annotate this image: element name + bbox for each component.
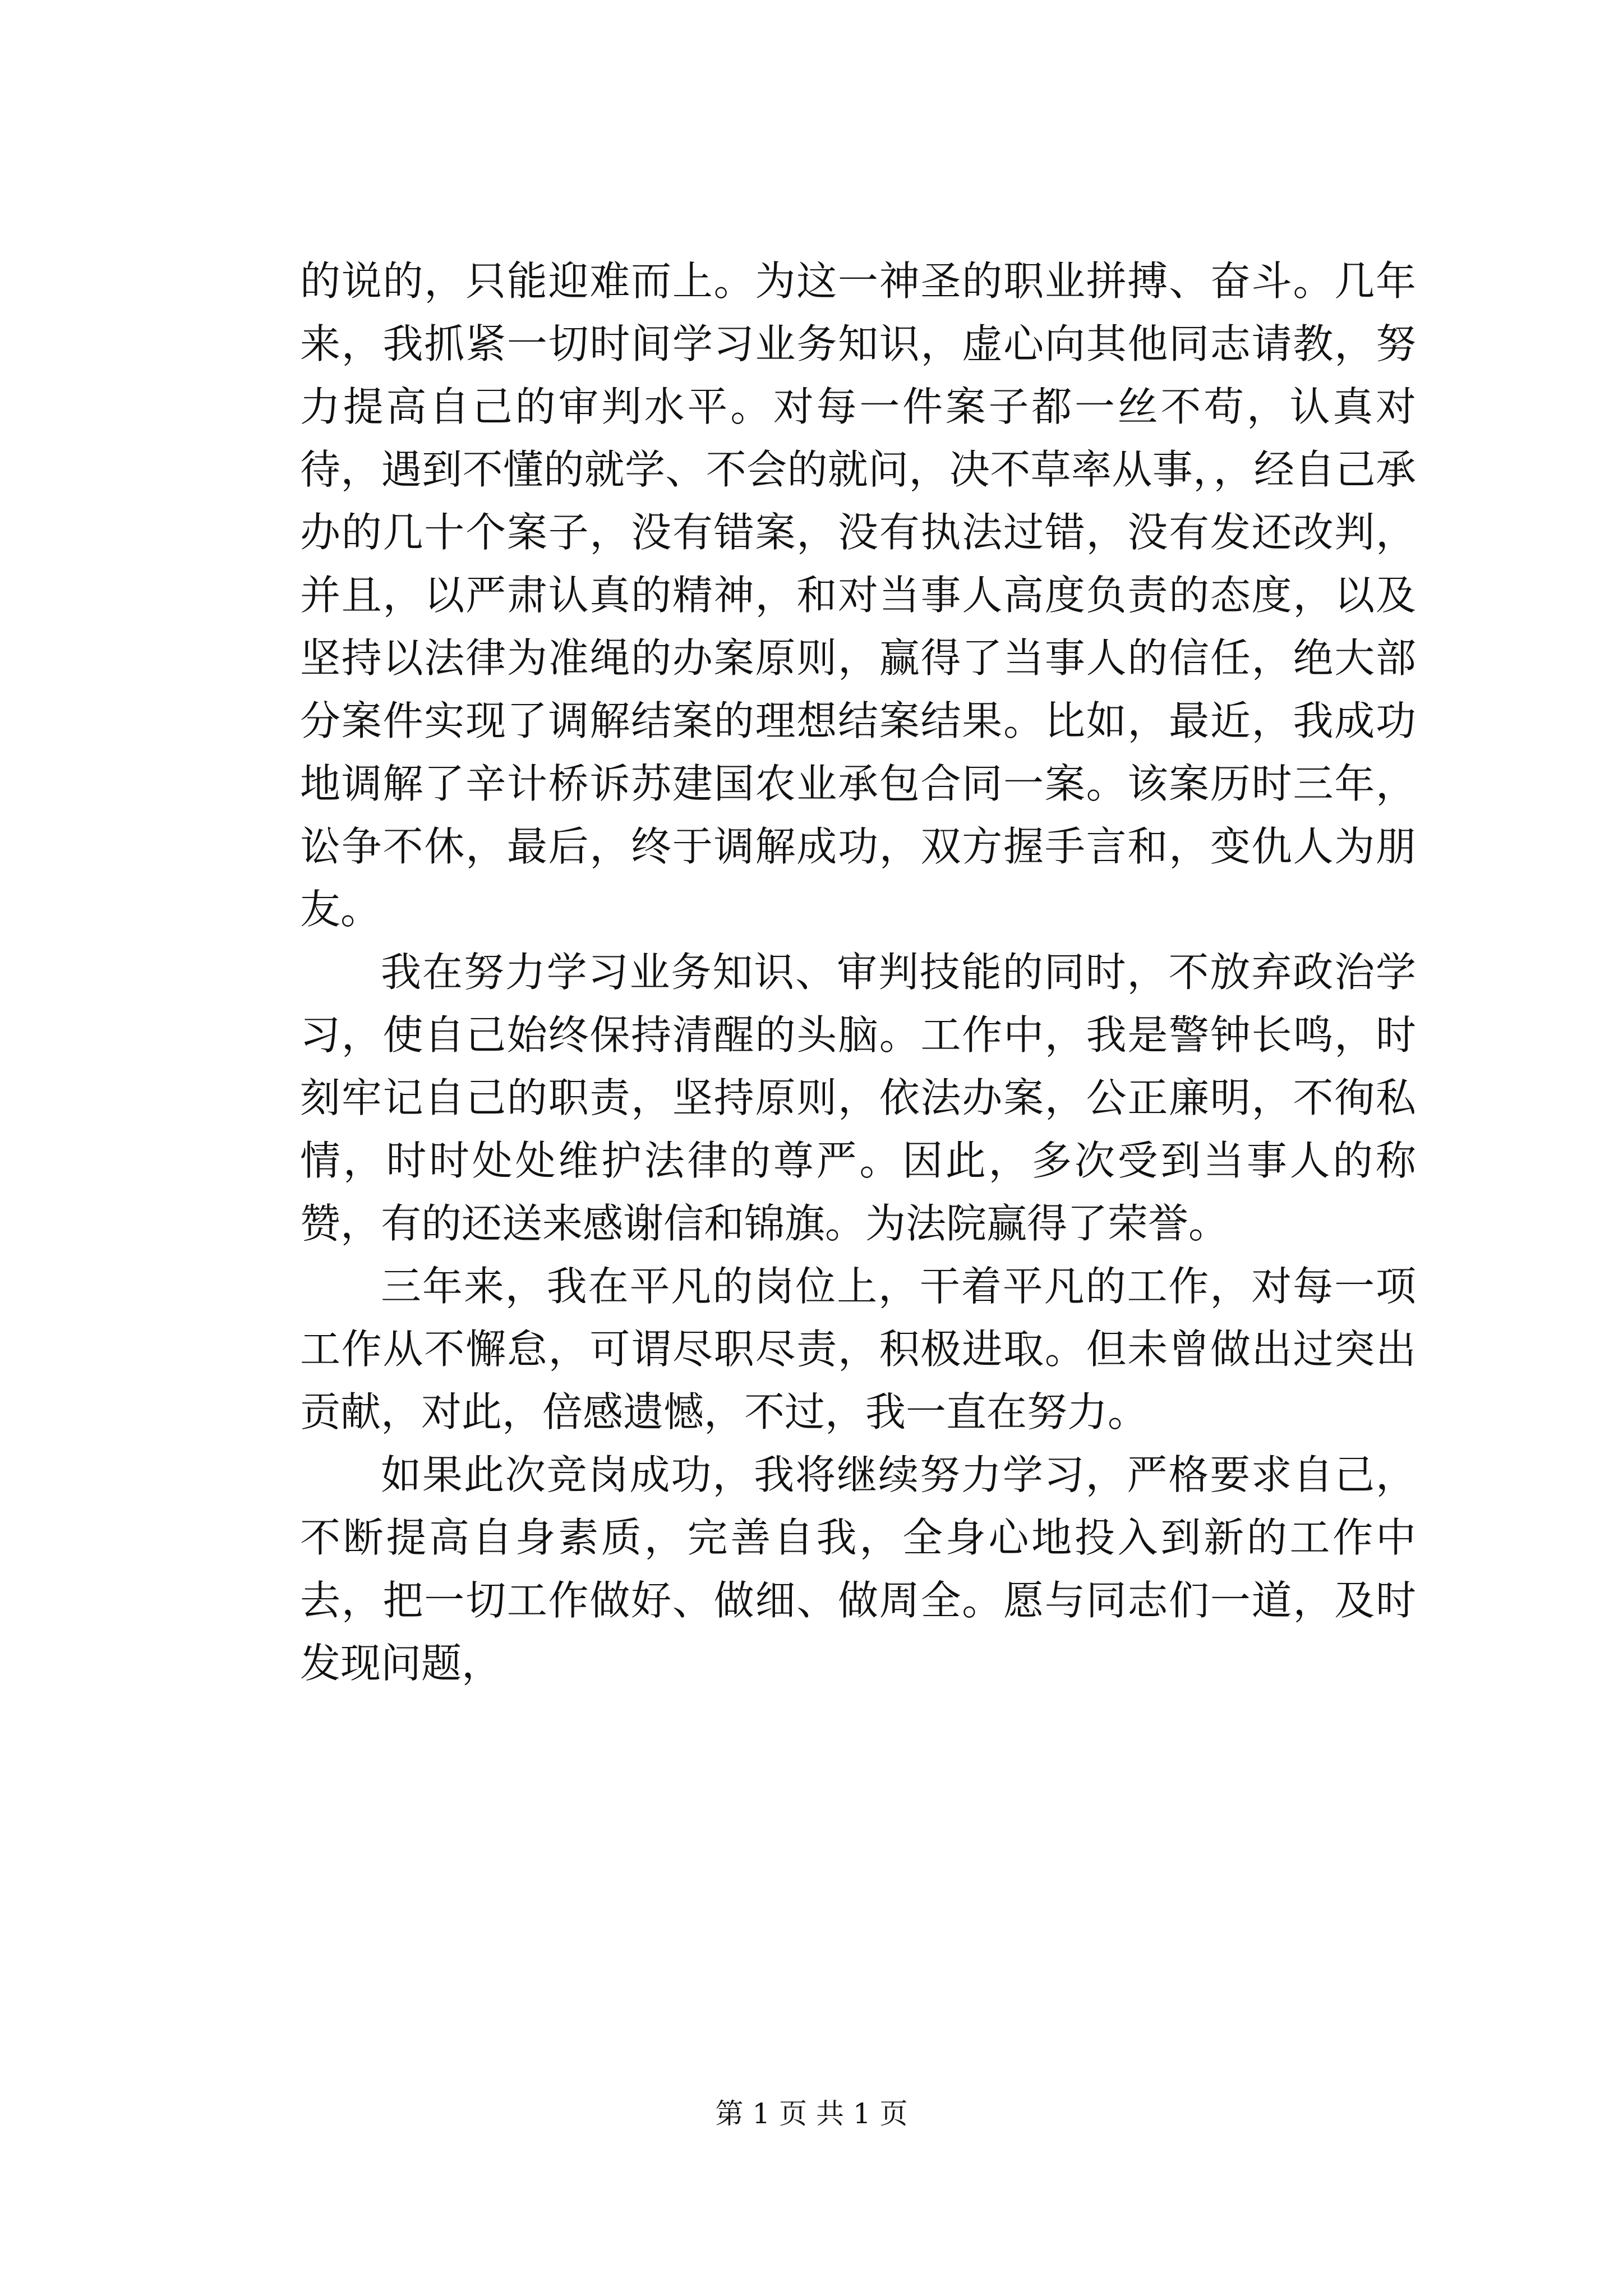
document-body [300,250,1416,1695]
paragraph-1: 的说的，只能迎难而上。为这一神圣的职业拼搏、奋斗。几年来，我抓紧一切时间学习业务知识，虚心向其他同志请教，努力提高自己的审判水平。对每一件案子都一丝不苟，认真对待，遇到不懂的就学、不会的就问，决不草率从事，，经自己承办的几十个案子，没有错案，没有执法过错，没有发还改判，并且，以严肃认真的精神，和对当事人高度负责的态度，以及坚持以法律为准绳的办案原则，赢得了当事人的信任，绝大部分案件实现了调解结案的理想结案结果。比如，最近，我成功地调解了辛计桥诉苏建国农业承包合同一案。该案历时三年，讼争不休，最后，终于调解成功，双方握手言和，变仇人为朋友。 [300,257,1416,933]
page-footer: 第 1 页 共 1 页 [715,2097,908,2130]
paragraph-2: 我在努力学习业务知识、审判技能的同时，不放弃政治学习，使自己始终保持清醒的头脑。工作中，我是警钟长鸣，时刻牢记自己的职责，坚持原则，依法办案，公正廉明，不徇私情，时时处处维护法律的尊严。因此，多次受到当事人的称赞，有的还送来感谢信和锦旗。为法院赢得了荣誉。 [300,949,1416,1247]
paragraph-3: 三年来，我在平凡的岗位上，干着平凡的工作，对每一项工作从不懈怠，可谓尽职尽责，积极进取。但未曾做出过突出贡献，对此，倍感遗憾，不过，我一直在努力。 [300,1263,1416,1435]
paragraph-4: 如果此次竞岗成功，我将继续努力学习，严格要求自己，不断提高自身素质，完善自我，全身心地投入到新的工作中去，把一切工作做好、做细、做周全。愿与同志们一道，及时发现问题， [300,1451,1416,1687]
